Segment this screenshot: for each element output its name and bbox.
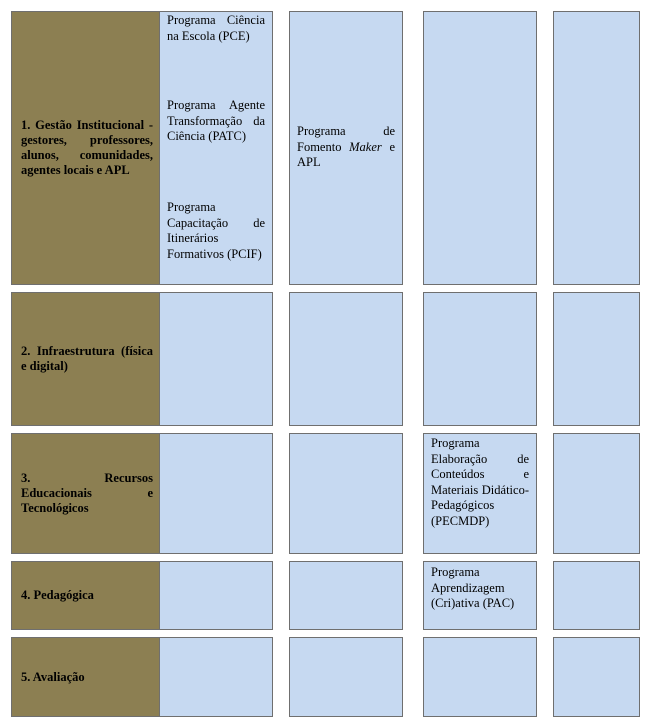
row-header-infraestrutura: [11, 292, 160, 426]
program-fomento-maker: [297, 124, 395, 171]
program-pac: Programa Aprendizagem (Cri)ativa (PAC): [431, 565, 515, 610]
program-patc: Programa Agente Transformação da Ciência (PATC): [167, 98, 265, 143]
cell-r3-c1: [159, 433, 273, 554]
cell-r1-c4: [553, 11, 640, 285]
row-header-avaliacao: [11, 637, 160, 717]
row-header-gestao: [11, 11, 160, 285]
program-fomento-italic: Maker: [349, 139, 382, 154]
program-pcif: Programa Capacitação de Itinerários Formativos (PCIF): [167, 200, 265, 261]
cell-r1-c3: [423, 11, 537, 285]
cell-r2-c3: [423, 292, 537, 426]
row-header-label: 4. Pedagógica: [21, 588, 94, 602]
cell-r4-c4: [553, 561, 640, 630]
row-header-label: 5. Avaliação: [21, 669, 85, 684]
cell-r2-c1: [159, 292, 273, 426]
row-header-pedagogica: [11, 561, 160, 630]
program-fomento-prefix: Programa de Fomento: [297, 124, 395, 154]
cell-r2-c2: [289, 292, 403, 426]
program-pecmdp: Programa Elaboração de Conteúdos e Materiais Didático-Pedagógicos (PECMDP): [431, 436, 529, 528]
row-header-label: 3. Recursos Educacionais e Tecnológicos: [21, 471, 153, 515]
cell-r3-c4: [553, 433, 640, 554]
row-header-label: 2. Infraestrutura (física e digital): [21, 344, 153, 373]
cell-r5-c3: [423, 637, 537, 717]
cell-r5-c1: [159, 637, 273, 717]
cell-r2-c4: [553, 292, 640, 426]
cell-r4-c1: [159, 561, 273, 630]
program-fomento-suffix: e APL: [297, 139, 396, 169]
program-pce: Programa Ciência na Escola (PCE): [167, 13, 265, 43]
cell-r3-c2: [289, 433, 403, 554]
cell-r4-c2: [289, 561, 403, 630]
row-header-label: 1. Gestão Institucional - gestores, professores, alunos, comunidades, agentes locais e APL: [21, 118, 153, 177]
cell-r5-c2: [289, 637, 403, 717]
row-header-recursos: [11, 433, 160, 554]
cell-r5-c4: [553, 637, 640, 717]
